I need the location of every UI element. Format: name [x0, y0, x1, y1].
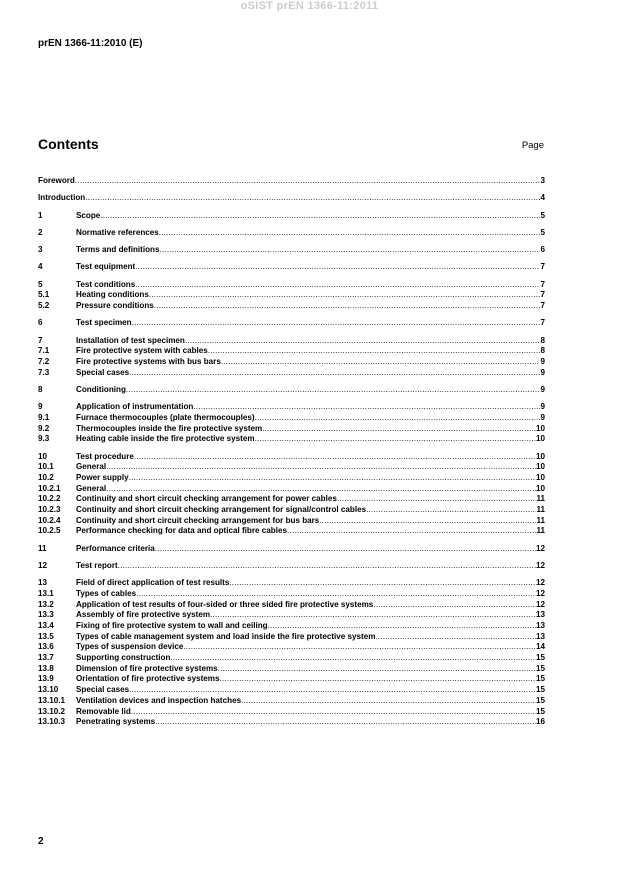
- toc-entry-number: 8: [38, 384, 43, 394]
- toc-entry-number: 13.3: [38, 610, 54, 620]
- toc-entry-page: 8: [540, 335, 545, 345]
- toc-entry-title: Special cases: [76, 685, 130, 695]
- toc-entry-number: 4: [38, 262, 43, 272]
- toc-entry-page: 3: [540, 176, 545, 185]
- toc-entry-page: 12: [535, 543, 545, 553]
- toc-entry-title: Continuity and short circuit checking arrangement for signal/control cables: [76, 505, 367, 515]
- toc-entry-page: 12: [535, 578, 545, 588]
- toc-entry-title: Performance criteria: [76, 543, 155, 553]
- toc-entry[interactable]: [38, 674, 545, 685]
- toc-entry-title: Supporting construction: [76, 653, 171, 663]
- toc-entry-leader: [129, 473, 536, 484]
- toc-entry[interactable]: [38, 318, 545, 329]
- toc-entry-leader: [268, 621, 536, 632]
- toc-entry-page: 10: [535, 423, 545, 433]
- page-column-label: Page: [521, 140, 544, 151]
- toc-entry[interactable]: [38, 290, 545, 301]
- toc-entry[interactable]: [38, 176, 545, 187]
- toc-entry-title: Continuity and short circuit checking arrangement for power cables: [76, 494, 337, 504]
- toc-entry-title: Test report: [76, 560, 118, 570]
- toc-entry-number: 13.5: [38, 631, 54, 641]
- toc-entry-leader: [319, 516, 536, 527]
- toc-entry-title: Orientation of fire protective systems: [76, 674, 220, 684]
- toc-entry-page: 14: [535, 642, 545, 652]
- toc-entry-title: Conditioning: [76, 384, 126, 394]
- toc-entry-number: 7.3: [38, 367, 50, 377]
- toc-entry-title: Types of suspension device: [76, 642, 184, 652]
- toc-entry[interactable]: [38, 452, 545, 463]
- toc-entry-title: Test equipment: [76, 262, 136, 272]
- toc-entry[interactable]: [38, 473, 545, 484]
- toc-entry[interactable]: [38, 346, 545, 357]
- toc-entry-page: 16: [535, 717, 545, 727]
- toc-entry-title: Special cases: [76, 367, 130, 377]
- toc-entry-page: 7: [540, 262, 545, 272]
- toc-entry-page: 9: [540, 367, 545, 377]
- toc-entry[interactable]: [38, 642, 545, 653]
- toc-entry-leader: [241, 696, 536, 707]
- toc-entry-leader: [287, 526, 536, 537]
- toc-entry-leader: [135, 280, 540, 291]
- toc-entry-number: 10.2.3: [38, 505, 61, 515]
- toc-entry-page: 7: [540, 318, 545, 328]
- toc-entry-number: 10.1: [38, 462, 54, 472]
- toc-entry-title: Scope: [76, 210, 101, 220]
- toc-entry[interactable]: [38, 245, 545, 256]
- toc-entry-page: 11: [536, 515, 545, 525]
- toc-entry-number: 12: [38, 560, 48, 570]
- toc-entry-number: 6: [38, 318, 43, 328]
- toc-entry[interactable]: [38, 424, 545, 435]
- toc-entry-title: Heating conditions: [76, 290, 149, 300]
- toc-entry-leader: [160, 245, 541, 256]
- toc-entry-title: Types of cable management system and load inside the fire protective system: [76, 631, 376, 641]
- toc-entry-leader: [375, 632, 536, 643]
- toc-entry-number: 13.9: [38, 674, 54, 684]
- toc-entry-leader: [193, 402, 540, 413]
- toc-entry-leader: [208, 346, 541, 357]
- toc-entry-page: 13: [535, 610, 545, 620]
- toc-entry-title: Test specimen: [76, 318, 132, 328]
- toc-entry[interactable]: [38, 707, 545, 718]
- toc-entry-leader: [159, 228, 541, 239]
- toc-entry-page: 15: [535, 706, 545, 716]
- toc-entry-leader: [135, 262, 540, 273]
- toc-entry-number: 13.10.3: [38, 717, 66, 727]
- toc-entry-page: 11: [536, 526, 545, 536]
- toc-entry-number: 11: [38, 543, 47, 553]
- toc-entry-title: Field of direct application of test results: [76, 578, 230, 588]
- watermark: oSIST prEN 1366-11:2011: [240, 0, 379, 12]
- toc-entry-number: 10.2: [38, 472, 54, 482]
- toc-entry[interactable]: [38, 600, 545, 611]
- toc-entry-number: 3: [38, 245, 43, 255]
- toc-entry-number: 9: [38, 402, 43, 412]
- toc-entry[interactable]: [38, 385, 545, 396]
- toc-entry-title: Assembly of fire protective system: [76, 610, 211, 620]
- toc-entry-number: 2: [38, 227, 43, 237]
- toc-entry-page: 5: [540, 210, 545, 220]
- toc-entry-leader: [100, 211, 540, 222]
- toc-entry[interactable]: [38, 664, 545, 675]
- toc-entry-number: 7: [38, 335, 43, 345]
- toc-entry[interactable]: [38, 494, 545, 505]
- toc-entry-title: Normative references: [76, 227, 159, 237]
- toc-entry-leader: [210, 610, 536, 621]
- toc-entry-title: Pressure conditions: [76, 301, 154, 311]
- toc-entry-page: 7: [540, 290, 545, 300]
- toc-entry-leader: [337, 494, 537, 505]
- toc-entry[interactable]: [38, 228, 545, 239]
- toc-entry-title: Thermocouples inside the fire protective system: [76, 423, 263, 433]
- toc-entry-number: 1: [38, 210, 43, 220]
- toc-entry-number: 13: [38, 578, 48, 588]
- toc-entry[interactable]: [38, 696, 545, 707]
- toc-entry-title: Ventilation devices and inspection hatches: [76, 695, 242, 705]
- toc-entry-leader: [154, 301, 541, 312]
- toc-entry-leader: [75, 176, 541, 187]
- toc-entry[interactable]: [38, 357, 545, 368]
- toc-entry-leader: [229, 578, 536, 589]
- toc-entry-page: 13: [535, 621, 545, 630]
- toc-entry[interactable]: [38, 516, 545, 527]
- toc-entry[interactable]: [38, 632, 545, 643]
- toc-entry[interactable]: [38, 653, 545, 664]
- toc-entry-leader: [221, 357, 541, 368]
- toc-entry-leader: [183, 642, 536, 653]
- toc-entry-leader: [373, 600, 536, 611]
- toc-entry-title: Performance checking for data and optical fibre cables: [76, 526, 287, 536]
- toc-entry-leader: [262, 424, 536, 435]
- toc-entry-number: 5: [38, 279, 43, 289]
- page-number: 2: [38, 836, 44, 847]
- toc-entry-number: 9.1: [38, 412, 50, 422]
- toc-entry[interactable]: [38, 434, 545, 445]
- toc-entry-leader: [170, 653, 536, 664]
- toc-entry-title: Fire protective system with cables: [76, 346, 208, 356]
- toc-entry-leader: [219, 674, 536, 685]
- toc-entry[interactable]: [38, 526, 545, 537]
- toc-entry-title: Heating cable inside the fire protective system: [76, 434, 255, 444]
- toc-entry-title: Terms and definitions: [76, 245, 160, 255]
- toc-entry[interactable]: [38, 368, 545, 379]
- toc-entry-page: 9: [540, 402, 545, 412]
- toc-entry-number: 13.1: [38, 588, 54, 598]
- toc-entry-number: 13.2: [38, 599, 54, 609]
- toc-entry-title: Continuity and short circuit checking arrangement for bus bars: [76, 515, 320, 525]
- toc-entry-title: Types of cables: [76, 588, 137, 598]
- toc-entry-title: General: [76, 462, 107, 472]
- toc-entry-number: 13.6: [38, 642, 54, 652]
- toc-entry-page: 7: [540, 301, 545, 311]
- toc-entry-page: 5: [540, 227, 545, 237]
- toc-entry-title: Fixing of fire protective system to wall and ceiling: [76, 621, 268, 630]
- toc-entry-title: Test procedure: [76, 451, 134, 461]
- toc-entry-number: 13.4: [38, 621, 54, 630]
- toc-entry-leader: [126, 385, 541, 396]
- toc-entry[interactable]: [38, 484, 545, 495]
- toc-entry-page: 12: [535, 560, 545, 570]
- toc-entry-number: 9.3: [38, 434, 50, 444]
- toc-entry-title: Introduction: [38, 193, 86, 203]
- toc-entry-leader: [136, 589, 536, 600]
- toc-entry-title: Application of instrumentation: [76, 402, 194, 412]
- toc-entry[interactable]: [38, 717, 545, 728]
- toc-entry-page: 8: [540, 346, 545, 356]
- toc-entry-number: 10: [38, 451, 48, 461]
- toc-entry-leader: [85, 193, 540, 204]
- toc-entry-page: 9: [540, 357, 545, 366]
- toc-entry[interactable]: [38, 336, 545, 347]
- toc-entry[interactable]: [38, 505, 545, 516]
- toc-entry[interactable]: [38, 685, 545, 696]
- toc-entry-leader: [131, 707, 536, 718]
- toc-entry-page: 10: [535, 483, 545, 493]
- toc-entry-number: 9.2: [38, 423, 50, 433]
- toc-entry-title: Installation of test specimen: [76, 335, 185, 345]
- toc-entry-number: 10.2.4: [38, 515, 61, 525]
- toc-entry[interactable]: [38, 621, 545, 632]
- toc-entry-title: Removable lid: [76, 706, 131, 716]
- toc-entry-number: 13.10: [38, 685, 59, 695]
- toc-entry-leader: [255, 434, 536, 445]
- toc-entry-number: 13.10.2: [38, 706, 66, 716]
- toc-entry-number: 5.1: [38, 290, 50, 300]
- toc-entry-leader: [155, 544, 536, 555]
- toc-entry[interactable]: [38, 402, 545, 413]
- toc-entry[interactable]: [38, 561, 545, 572]
- toc-entry[interactable]: [38, 280, 545, 291]
- toc-entry-title: Power supply: [76, 472, 129, 482]
- toc-entry-leader: [149, 290, 541, 301]
- toc-entry-number: 10.2.5: [38, 526, 61, 536]
- toc-entry-page: 12: [535, 588, 545, 598]
- toc-entry-page: 12: [535, 599, 545, 609]
- toc-entry-number: 7.1: [38, 346, 50, 356]
- toc-entry-page: 4: [540, 193, 545, 203]
- toc-entry-page: 15: [535, 663, 545, 673]
- toc-entry[interactable]: [38, 301, 545, 312]
- toc-entry[interactable]: [38, 193, 545, 204]
- toc-entry-number: 13.10.1: [38, 695, 66, 705]
- toc-entry-leader: [155, 717, 536, 728]
- toc-entry-page: 10: [535, 462, 545, 472]
- toc-entry-page: 11: [536, 505, 545, 515]
- toc-entry-page: 15: [535, 695, 545, 705]
- toc-entry-page: 10: [535, 472, 545, 482]
- toc-entry-number: 13.7: [38, 653, 54, 663]
- toc-entry[interactable]: [38, 610, 545, 621]
- toc-entry-leader: [255, 413, 541, 424]
- toc-entry-number: 10.2.1: [38, 483, 61, 493]
- toc-entry-page: 11: [536, 494, 545, 504]
- toc-entry-leader: [132, 318, 541, 329]
- toc-entry[interactable]: [38, 211, 545, 222]
- toc-entry-number: 13.8: [38, 663, 54, 673]
- toc-entry-page: 6: [540, 245, 545, 255]
- toc-entry-page: 9: [540, 384, 545, 394]
- toc-entry-number: 10.2.2: [38, 494, 61, 504]
- toc-entry-title: Application of test results of four-sided or three sided fire protective systems: [76, 599, 374, 609]
- document-id: prEN 1366-11:2010 (E): [38, 38, 143, 49]
- toc-entry-number: 7.2: [38, 357, 50, 366]
- toc-entry[interactable]: [38, 262, 545, 273]
- toc-entry-leader: [134, 452, 536, 463]
- toc-entry-leader: [118, 561, 536, 572]
- toc-entry-title: Fire protective systems with bus bars: [76, 357, 221, 366]
- toc-entry-page: 10: [535, 434, 545, 444]
- toc-entry-page: 15: [535, 674, 545, 684]
- toc-entry-page: 10: [535, 451, 545, 461]
- toc-entry-title: Dimension of fire protective systems: [76, 663, 218, 673]
- toc-entry[interactable]: [38, 462, 545, 473]
- toc-entry-page: 15: [535, 653, 545, 663]
- toc-entry[interactable]: [38, 413, 545, 424]
- toc-entry-leader: [129, 368, 540, 379]
- toc-entry-leader: [129, 685, 536, 696]
- contents-title: Contents: [38, 136, 99, 152]
- toc-entry-page: 7: [540, 279, 545, 289]
- toc-entry-page: 15: [535, 685, 545, 695]
- toc-entry-leader: [106, 484, 536, 495]
- toc-entry-title: Penetrating systems: [76, 717, 156, 727]
- toc-entry[interactable]: [38, 589, 545, 600]
- toc-entry-leader: [106, 462, 536, 473]
- toc-entry-page: 9: [540, 412, 545, 422]
- table-of-contents: [38, 176, 545, 728]
- toc-entry-leader: [185, 336, 541, 347]
- toc-entry-leader: [366, 505, 536, 516]
- toc-entry-number: 5.2: [38, 301, 50, 311]
- toc-entry-title: Test conditions: [76, 279, 136, 289]
- toc-entry-title: Furnace thermocouples (plate thermocouples): [76, 412, 255, 422]
- toc-entry-title: Foreword: [38, 176, 75, 185]
- toc-entry[interactable]: [38, 544, 545, 555]
- toc-entry-leader: [218, 664, 536, 675]
- toc-entry-title: General: [76, 483, 107, 493]
- toc-entry[interactable]: [38, 578, 545, 589]
- toc-entry-page: 13: [535, 631, 545, 641]
